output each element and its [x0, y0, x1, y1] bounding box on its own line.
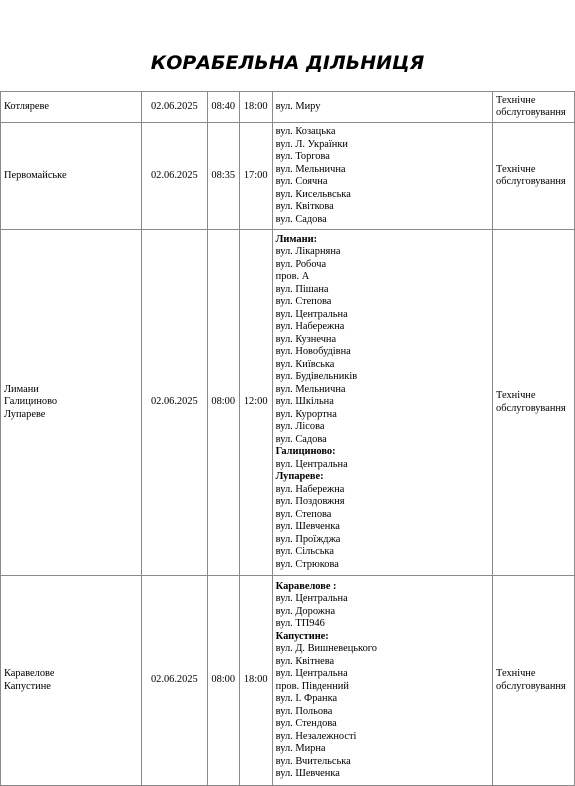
street-item: вул. Мельнична [275, 383, 346, 395]
settlement-heading: Лупареве: [275, 471, 324, 483]
settlement-name: Первомайське [4, 169, 67, 181]
street-item: вул. Новобудівна [275, 346, 351, 358]
street-item: вул. Лікарняна [275, 246, 341, 258]
table-row [1, 92, 575, 123]
street-item: вул. Незалежності [275, 730, 357, 742]
street-item: вул. Кисельвська [275, 188, 351, 200]
street-item: вул. Курортна [275, 408, 337, 420]
streets-cell [272, 230, 492, 576]
street-item: вул. Будівельників [275, 371, 358, 383]
street-item: вул. Степова [275, 296, 332, 308]
street-item: вул. Мельнична [275, 163, 346, 175]
street-item: вул. Лісова [275, 421, 325, 433]
street-item: вул. Центральна [275, 668, 348, 679]
settlement-name: Галициново [4, 396, 58, 408]
settlement-name: Лупареве [4, 408, 46, 420]
end-time-cell: 18:00 [239, 92, 272, 123]
work-type-cell: Технічне обслуговування [493, 123, 575, 230]
settlement-heading: Лимани: [275, 233, 318, 245]
start-time-cell: 08:00 [207, 230, 239, 576]
street-item: вул. Л. Українки [275, 138, 348, 150]
settlement-cell [1, 92, 142, 123]
settlement-heading: Капустине: [275, 630, 329, 642]
street-item: вул. Центральна [275, 593, 348, 604]
date-cell: 02.06.2025 [141, 230, 207, 576]
settlement-cell [1, 576, 142, 786]
street-item: пров. Південний [275, 680, 349, 692]
street-item: вул. Робоча [275, 258, 327, 270]
settlement-heading: Галициново: [275, 446, 336, 458]
street-item: вул. Набережна [275, 321, 345, 333]
street-item: вул. Садова [275, 213, 327, 225]
date-cell: 02.06.2025 [141, 123, 207, 230]
street-item: вул. Миру [275, 100, 321, 112]
settlement-name: Котляреве [4, 100, 49, 112]
street-item: вул. Шкільна [275, 396, 334, 408]
street-item: вул. Вчительська [275, 755, 351, 767]
outage-schedule-table [0, 91, 575, 786]
street-item: вул. Кузнечна [275, 333, 337, 345]
table-row [1, 576, 575, 786]
street-item: вул. Садова [275, 433, 327, 445]
page-title: КОРАБЕЛЬНА ДІЛЬНИЦЯ [150, 52, 425, 74]
street-item: вул. Мирна [275, 743, 326, 754]
date-cell: 02.06.2025 [141, 92, 207, 123]
start-time-cell: 08:00 [207, 576, 239, 786]
settlement-cell [1, 230, 142, 576]
street-item: вул. Шевченка [275, 521, 340, 533]
street-item: вул. Козацька [275, 126, 336, 137]
street-item: вул. Центральна [275, 458, 348, 470]
street-item: вул. Сільська [275, 546, 334, 558]
end-time-cell: 17:00 [239, 123, 272, 230]
street-item: вул. Проїжджа [275, 533, 341, 545]
settlement-name: Лимани [4, 383, 39, 395]
street-item: вул. Київська [275, 358, 335, 370]
settlement-cell [1, 123, 142, 230]
street-item: вул. Пішана [275, 283, 329, 295]
street-item: вул. Дорожна [275, 605, 336, 617]
settlement-name: Каравелове [4, 668, 55, 679]
end-time-cell: 18:00 [239, 576, 272, 786]
start-time-cell: 08:40 [207, 92, 239, 123]
street-item: вул. Торгова [275, 151, 330, 162]
street-item: вул. Польова [275, 705, 333, 717]
street-item: вул. ТП946 [275, 618, 325, 629]
street-item: вул. Стрюкова [275, 558, 339, 570]
settlement-heading: Каравелове : [275, 580, 337, 592]
start-time-cell: 08:35 [207, 123, 239, 230]
end-time-cell: 12:00 [239, 230, 272, 576]
street-item: вул. Центральна [275, 308, 348, 320]
street-item: пров. А [275, 271, 310, 283]
streets-cell [272, 92, 492, 123]
table-row [1, 123, 575, 230]
date-cell: 02.06.2025 [141, 576, 207, 786]
work-type-cell: Технічне обслуговування [493, 230, 575, 576]
street-item: вул. Набережна [275, 483, 345, 495]
street-item: вул. Д. Вишневецького [275, 643, 377, 654]
street-item: вул. Квітнева [275, 655, 335, 667]
work-type-cell: Технічне обслуговування [493, 576, 575, 786]
street-item: вул. Степова [275, 508, 332, 520]
work-type-cell: Технічне обслуговування [493, 92, 575, 123]
table-row [1, 230, 575, 576]
street-item: вул. Шевченка [275, 768, 340, 779]
street-item: вул. Поздовжня [275, 496, 345, 508]
street-item: вул. І. Франка [275, 693, 338, 704]
street-item: вул. Квіткова [275, 201, 334, 212]
streets-cell [272, 576, 492, 786]
street-item: вул. Соячна [275, 176, 328, 187]
street-item: вул. Стендова [275, 718, 337, 729]
settlement-name: Капустине [4, 680, 51, 692]
streets-cell [272, 123, 492, 230]
